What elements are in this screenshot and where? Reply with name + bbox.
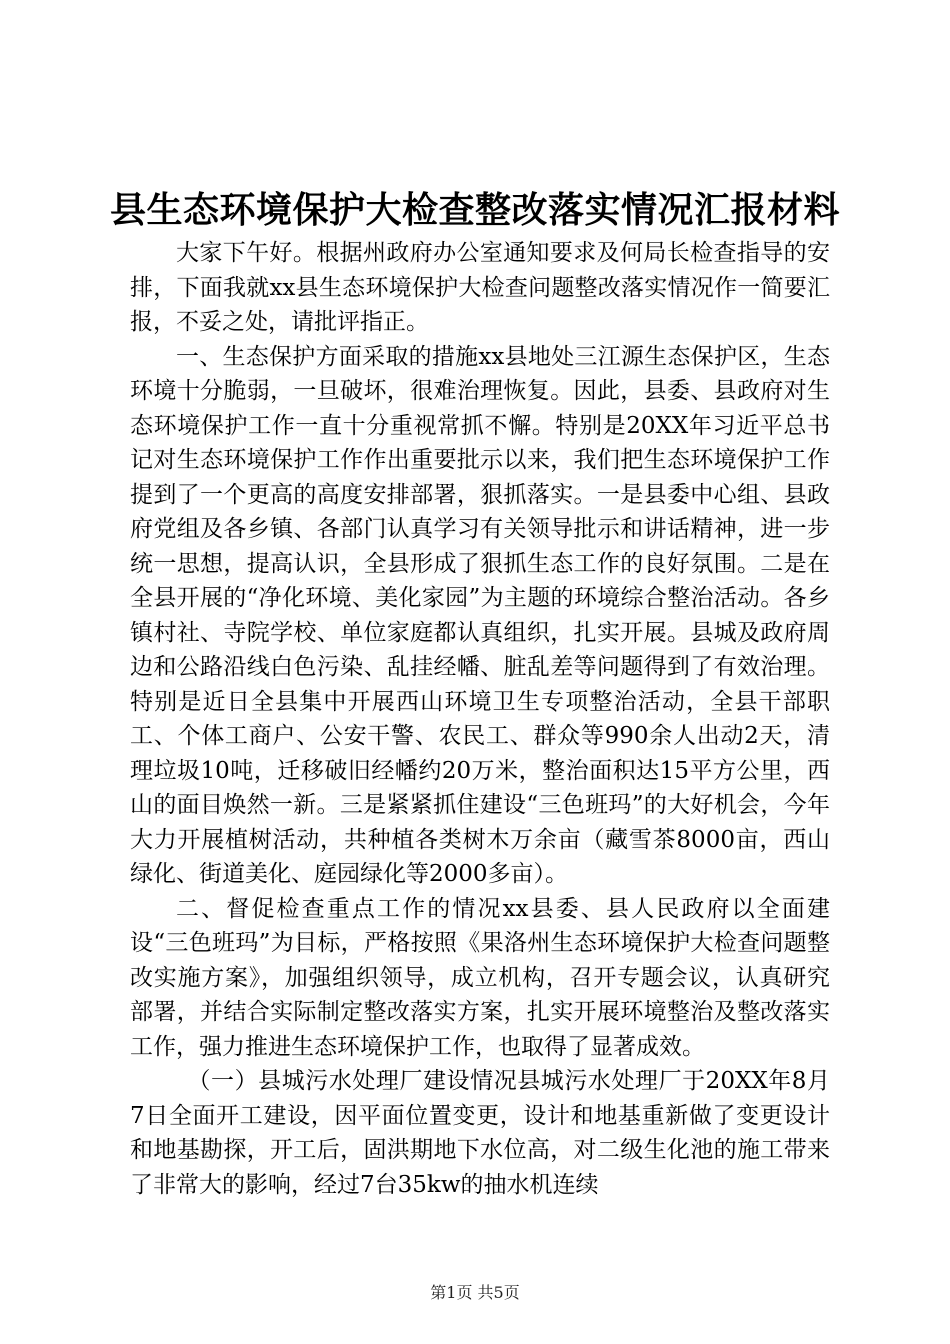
- document-title: 县生态环境保护大检查整改落实情况汇报材料: [109, 189, 840, 231]
- document-body: [130, 236, 830, 1202]
- paragraph-section-1: 一、生态保护方面采取的措施xx县地处三江源生态保护区，生态环境十分脆弱，一旦破坏，很难治理恢复。因此，县委、县政府对生态环境保护工作一直十分重视常抓不懈。特别是20XX年习近平总书记对生态环境保护工作作出重要批示以来，我们把生态环境保护工作提到了一个更高的高度安排部署，狠抓落实。一是县委中心组、县政府党组及各乡镇、各部门认真学习有关领导批示和讲话精神，进一步统一思想，提高认识，全县形成了狠抓生态工作的良好氛围。二是在全县开展的“净化环境、美化家园”为主题的环境综合整治活动。各乡镇村社、寺院学校、单位家庭都认真组织，扎实开展。县城及政府周边和公路沿线白色污染、乱挂经幡、脏乱差等问题得到了有效治理。特别是近日全县集中开展西山环境卫生专项整治活动，全县干部职工、个体工商户、公安干警、农民工、群众等990余人出动2天，清理垃圾10吨，迁移破旧经幡约20万米，整治面积达15平方公里，西山的面目焕然一新。三是紧紧抓住建设“三色班玛”的大好机会，今年大力开展植树活动，共种植各类树木万余亩（藏雪茶8000亩，西山绿化、街道美化、庭园绿化等2000多亩）。: [130, 343, 830, 887]
- paragraph-section-2: 二、督促检查重点工作的情况xx县委、县人民政府以全面建设“三色班玛”为目标，严格按照《果洛州生态环境保护大检查问题整改实施方案》，加强组织领导，成立机构，召开专题会议，认真研究部署，并结合实际制定整改落实方案，扎实开展环境整治及整改落实工作，强力推进生态环境保护工作，也取得了显著成效。: [130, 895, 830, 1060]
- paragraph-intro: 大家下午好。根据州政府办公室通知要求及何局长检查指导的安排，下面我就xx县生态环境保护大检查问题整改落实情况作一简要汇报，不妥之处，请批评指正。: [130, 240, 830, 335]
- page-footer: 第1页 共5页: [430, 1283, 520, 1302]
- paragraph-subsection-1: （一）县城污水处理厂建设情况县城污水处理厂于20XX年8月7日全面开工建设，因平面位置变更，设计和地基重新做了变更设计和地基勘探，开工后，固洪期地下水位高，对二级生化池的施工带来了非常大的影响，经过7台35kw的抽水机连续: [130, 1068, 830, 1198]
